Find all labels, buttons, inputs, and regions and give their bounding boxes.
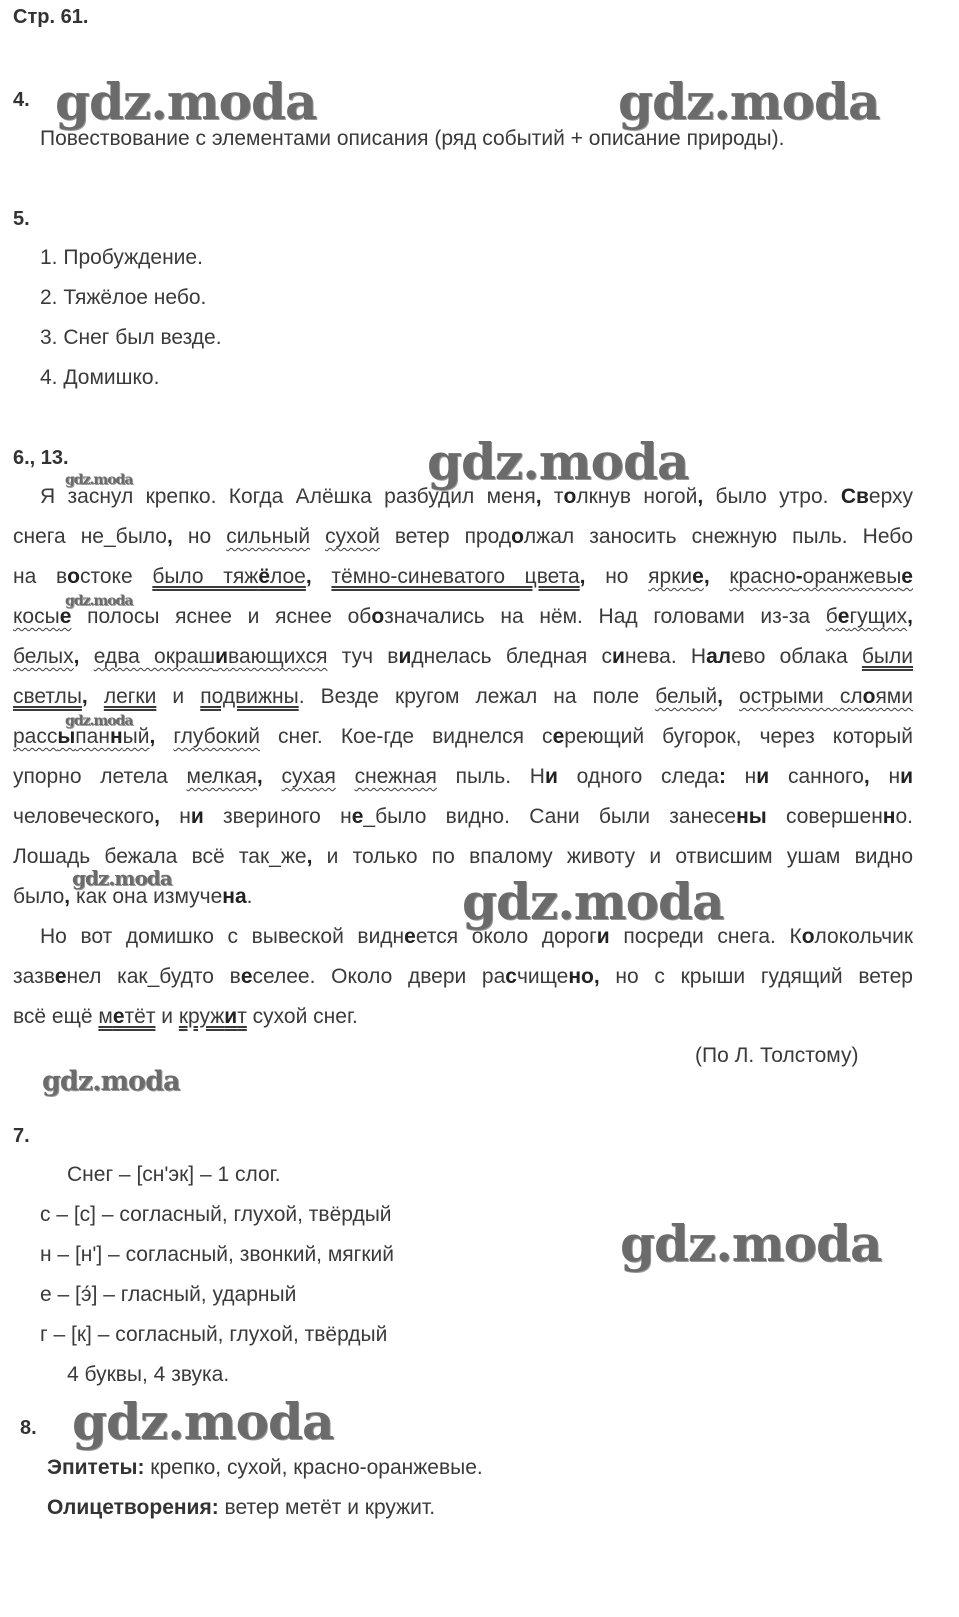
watermark: gdz.moda xyxy=(72,866,172,890)
watermark: gdz.moda xyxy=(65,593,133,609)
phonetic-summary: 4 буквы, 4 звука. xyxy=(67,1363,230,1386)
epithets-value: крепко, сухой, красно-оранжевые. xyxy=(144,1456,483,1479)
phonetic-word-line: Снег – [сн'эк] – 1 слог. xyxy=(67,1163,281,1186)
text-line: снега не_было, но сильный сухой ветер продолжал заносить снежную пыль. Небо xyxy=(13,525,913,548)
plan-item: 2. Тяжёлое небо. xyxy=(40,286,207,309)
watermark: gdz.moda xyxy=(65,472,133,488)
phonetic-letter-row: е – [э́] – гласный, ударный xyxy=(40,1283,297,1306)
watermark: gdz.moda xyxy=(55,72,317,131)
text-paragraph-1 xyxy=(13,477,913,917)
watermark: gdz.moda xyxy=(42,1066,180,1097)
plan-item: 1. Пробуждение. xyxy=(40,246,203,269)
text-line: было, как она измучена. xyxy=(13,885,253,908)
plan-item: 4. Домишко. xyxy=(40,366,160,389)
phonetic-letter-row: с – [с] – согласный, глухой, твёрдый xyxy=(40,1203,392,1226)
task4-answer: Повествование с элементами описания (ряд событий + описание природы). xyxy=(40,127,785,150)
plan-item: 3. Снег был везде. xyxy=(40,326,222,349)
epithets-label: Эпитеты: xyxy=(47,1456,145,1479)
personification-label: Олицетворения: xyxy=(47,1496,219,1519)
text-line: белых, едва окрашивающихся туч виднелась бледная синева. Налево облака были xyxy=(13,645,913,668)
personification-line xyxy=(47,1488,435,1528)
text-line: зазвенел как_будто веселее. Около двери расчищено, но с крыши гудящий ветер xyxy=(13,965,913,988)
text-source: (По Л. Толстому) xyxy=(695,1044,859,1067)
text-line: человеческого, ни звериного не_было видно. Сани были занесены совершенно. xyxy=(13,805,913,828)
page-reference: Стр. 61. xyxy=(13,6,89,28)
text-line: Но вот домишко с вывеской виднеется около дороги посреди снега. Колокольчик xyxy=(40,925,914,948)
text-line: косые полосы яснее и яснее обозначались на нём. Над головами из-за бегущих, xyxy=(13,605,913,628)
text-line: рассыпанный, глубокий снег. Кое-где виднелся сереющий бугорок, через который xyxy=(13,725,914,748)
watermark: gdz.moda xyxy=(65,713,133,729)
text-line: Я заснул крепко. Когда Алёшка разбудил меня, толкнув ногой, было утро. Сверху xyxy=(40,485,914,508)
personification-value: ветер метёт и кружит. xyxy=(218,1496,436,1519)
watermark: gdz.moda xyxy=(620,1214,882,1273)
task-number: 5. xyxy=(13,208,30,230)
watermark: gdz.moda xyxy=(618,72,880,131)
task-number: 8. xyxy=(20,1417,37,1439)
phonetic-letter-row: г – [к] – согласный, глухой, твёрдый xyxy=(40,1323,388,1346)
text-line: упорно летела мелкая, сухая снежная пыль. Ни одного следа: ни санного, ни xyxy=(13,765,913,788)
phonetic-letter-row: н – [н'] – согласный, звонкий, мягкий xyxy=(40,1243,394,1266)
watermark: gdz.moda xyxy=(72,1392,334,1451)
task-number: 4. xyxy=(13,89,30,111)
text-line: на востоке было тяжёлое, тёмно-синеватого цвета, но яркие, красно-оранжевые xyxy=(13,565,913,588)
text-paragraph-2 xyxy=(13,917,913,1037)
watermark: gdz.moda xyxy=(427,432,689,491)
epithets-line xyxy=(47,1448,483,1488)
task-number: 6., 13. xyxy=(13,447,69,469)
text-line: всё ещё метёт и кружит сухой снег. xyxy=(13,1005,358,1028)
task-number: 7. xyxy=(13,1125,30,1147)
watermark: gdz.moda xyxy=(462,872,724,931)
text-line: светлы, легки и подвижны. Везде кругом лежал на поле белый, острыми слоями xyxy=(13,685,913,708)
text-line: Лошадь бежала всё так_же, и только по впалому животу и отвисшим ушам видно xyxy=(13,845,913,868)
